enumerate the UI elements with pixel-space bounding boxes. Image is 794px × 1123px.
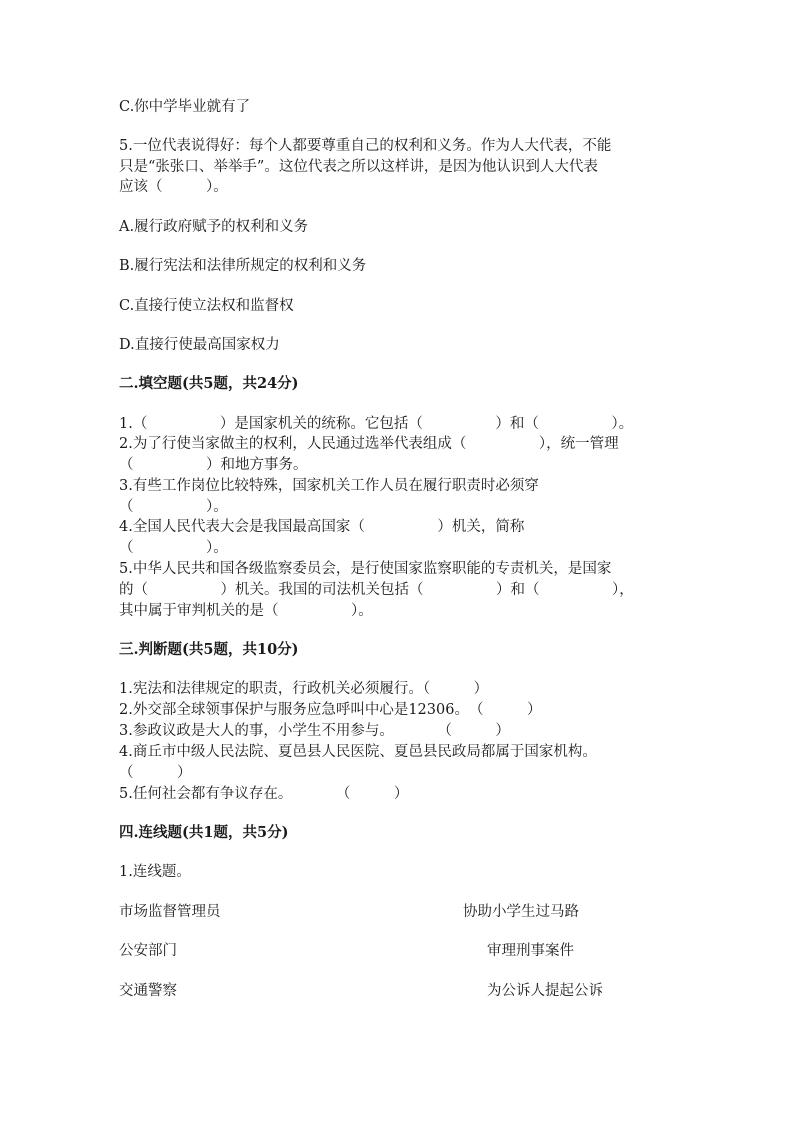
- q5-text-line-3: 应该（ ）。: [119, 179, 228, 195]
- match-left-item-3: 交通警察: [119, 983, 177, 999]
- q5-option-d: D.直接行使最高国家权力: [119, 337, 280, 353]
- match-question: 1.连线题。: [119, 864, 191, 880]
- fill-line-9: 的（ ）机关。我国的司法机关包括（ ）和（ ），: [119, 582, 634, 598]
- fill-line-8: 5.中华人民共和国各级监察委员会，是行使国家监察职能的专责机关，是国家: [119, 561, 612, 577]
- q5-text-line-2: 只是“张张口、举举手”。这位代表之所以这样讲，是因为他认识到人大代表: [119, 159, 598, 175]
- match-right-item-1: 协助小学生过马路: [463, 904, 579, 920]
- fill-line-3: （ ）和地方事务。: [119, 457, 308, 473]
- match-section-heading: 四.连线题(共1题，共5分): [119, 824, 289, 841]
- judge-line-6: 5.任何社会都有争议存在。 （ ）: [119, 786, 409, 802]
- match-right-item-2: 审理刑事案件: [487, 943, 574, 959]
- judge-line-3: 3.参政议政是大人的事，小学生不用参与。 （ ）: [119, 723, 510, 739]
- fill-line-7: （ ）。: [119, 540, 228, 556]
- fill-line-5: （ ）。: [119, 499, 228, 515]
- q4-option-c: C.你中学毕业就有了: [119, 99, 251, 115]
- q5-option-a: A.履行政府赋予的权利和义务: [119, 219, 309, 235]
- fill-line-2: 2.为了行使当家做主的权利，人民通过选举代表组成（ ），统一管理: [119, 436, 619, 452]
- judge-line-4: 4.商丘市中级人民法院、夏邑县人民医院、夏邑县民政局都属于国家机构。: [119, 744, 597, 760]
- fill-line-10: 其中属于审判机关的是（ ）。: [119, 603, 373, 619]
- q5-text-line-1: 5.一位代表说得好：每个人都要尊重自己的权利和义务。作为人大代表，不能: [119, 138, 612, 154]
- q5-option-b: B.履行宪法和法律所规定的权利和义务: [119, 258, 367, 274]
- judge-line-2: 2.外交部全球领事保护与服务应急呼叫中心是12306。 （ ）: [119, 702, 542, 718]
- match-left-item-2: 公安部门: [119, 943, 177, 959]
- match-left-item-1: 市场监督管理员: [119, 904, 221, 920]
- fill-line-4: 3.有些工作岗位比较特殊，国家机关工作人员在履行职责时必须穿: [119, 478, 539, 494]
- fill-line-6: 4.全国人民代表大会是我国最高国家（ ）机关，简称: [119, 519, 525, 535]
- fill-section-heading: 二.填空题(共5题，共24分): [119, 375, 299, 392]
- judge-line-5: （ ）: [119, 765, 192, 781]
- fill-line-1: 1.（ ）是国家机关的统称。它包括（ ）和（ ）。: [119, 416, 634, 432]
- q5-option-c: C.直接行使立法权和监督权: [119, 298, 294, 314]
- match-right-item-3: 为公诉人提起公诉: [487, 983, 603, 999]
- judge-line-1: 1.宪法和法律规定的职责，行政机关必须履行。（ ）: [119, 681, 489, 697]
- judge-section-heading: 三.判断题(共5题，共10分): [119, 641, 299, 658]
